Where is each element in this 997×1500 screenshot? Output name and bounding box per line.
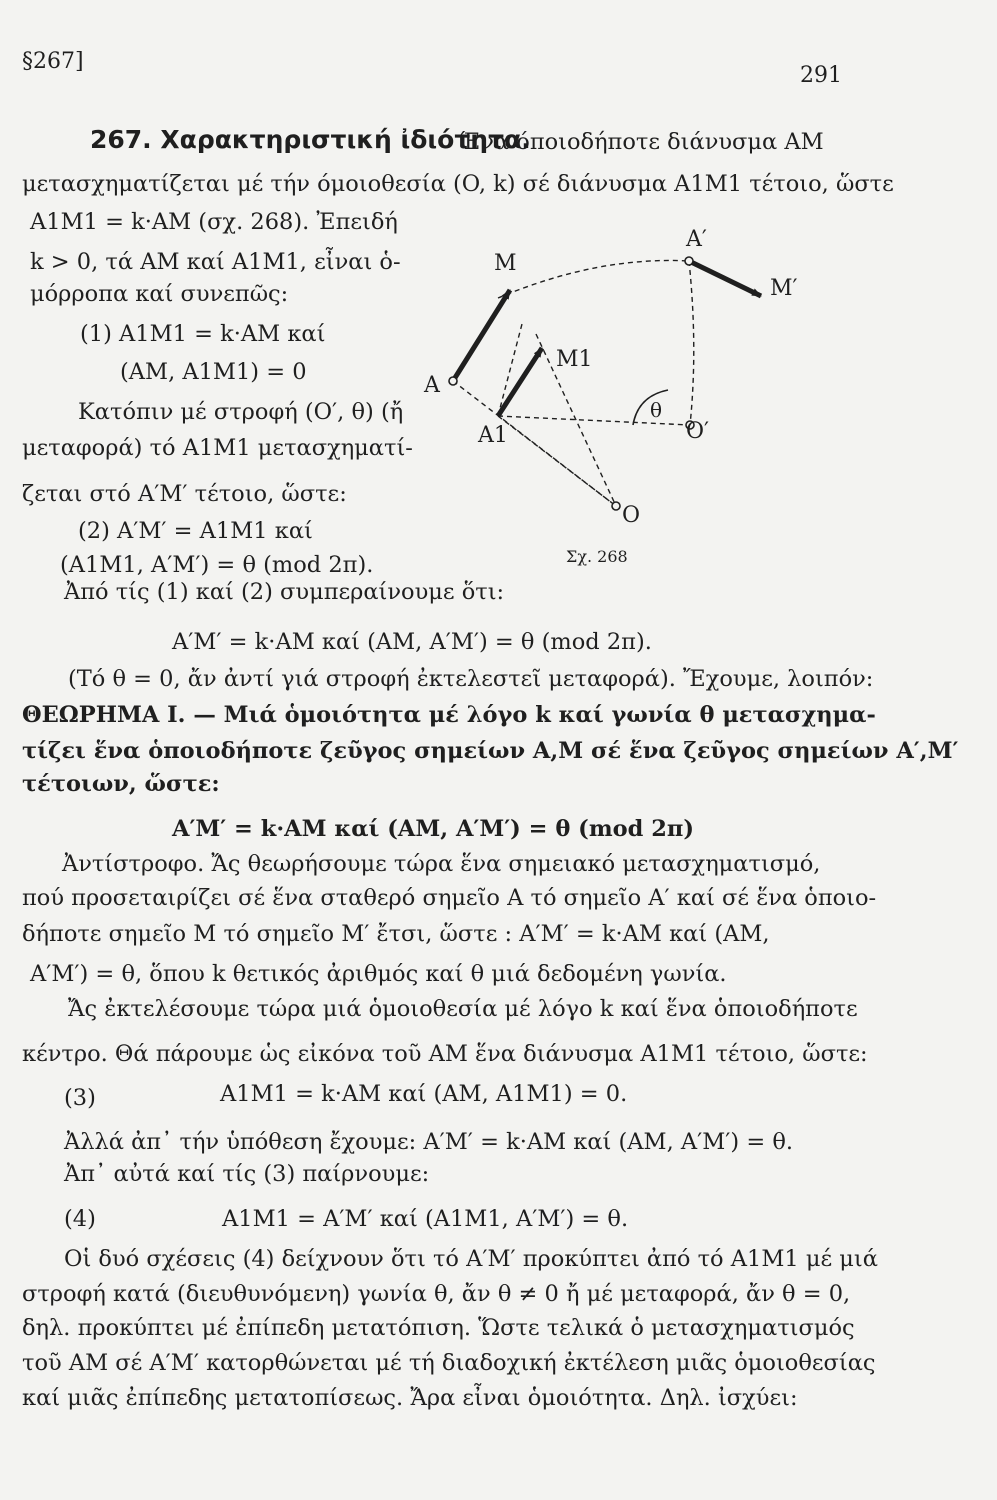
label-o: O — [622, 503, 641, 528]
label-a1: A1 — [478, 423, 508, 448]
text-line: δήποτε σημεῖο M τό σημεῖο M′ ἔτσι, ὥστε : A′M′ = k·AM καί (AM, — [22, 921, 770, 947]
text-line: κέντρο. Θά πάρουμε ὡς εἰκόνα τοῦ AM ἕνα διάνυσμα A1M1 τέτοιο, ὥστε: — [22, 1041, 868, 1067]
page-number: 291 — [800, 63, 842, 88]
text-line: Ένα όποιοδήποτε διάνυσμα AM — [460, 129, 824, 155]
label-o-prime: O′ — [686, 419, 710, 444]
point-a — [449, 377, 457, 385]
theorem-formula: A′M′ = k·AM καί (AM, A′M′) = θ (mod 2π) — [172, 816, 694, 842]
text-line: k > 0, τά AM καί A1M1, εἶναι ὁ- — [30, 249, 401, 275]
label-theta: θ — [650, 398, 663, 422]
theorem-text: τίζει ἕνα ὁποιοδήποτε ζεῦγος σημείων A,M σέ ἕνα ζεῦγος σημείων A′,M′ — [22, 738, 959, 764]
theorem-heading: ΘΕΩΡΗΜΑ I. — Μιά ὁμοιότητα μέ λόγο k καί γωνία θ μετασχημα- — [22, 702, 876, 728]
text-line: Ἀλλά ἀπ᾽ τήν ὑπόθεση ἔχουμε: A′M′ = k·AM καί (AM, A′M′) = θ. — [64, 1129, 794, 1155]
text-line: δηλ. προκύπτει μέ ἐπίπεδη μετατόπιση. Ὥστε τελικά ὁ μετασχηματισμός — [22, 1315, 855, 1341]
text-line: πού προσεταιρίζει σέ ἕνα σταθερό σημεῖο A τό σημεῖο A′ καί σέ ἕνα ὁποιο- — [22, 885, 877, 911]
text-line: (1) A1M1 = k·AM καί — [80, 321, 326, 347]
formula-line: A1M1 = k·AM καί (AM, A1M1) = 0. — [220, 1081, 628, 1107]
text-line: A1M1 = k·AM (σχ. 268). Ἐπειδή — [30, 209, 398, 235]
label-m1: M1 — [556, 347, 593, 372]
text-line: καί μιᾶς ἐπίπεδης μετατοπίσεως. Ἄρα εἶναι ὁμοιότητα. Δηλ. ἰσχύει: — [22, 1385, 798, 1411]
text-line: Ἀντίστροφο. Ἄς θεωρήσουμε τώρα ἕνα σημειακό μετασχηματισμό, — [62, 851, 821, 877]
dashed-line — [498, 324, 522, 416]
text-line: Ἄς ἐκτελέσουμε τώρα μιά ὁμοιοθεσία μέ λόγο k καί ἕνα ὁποιοδήποτε — [68, 996, 858, 1022]
point-o — [612, 502, 620, 510]
text-line: (A1M1, A′M′) = θ (mod 2π). — [60, 552, 374, 578]
formula-line: A1M1 = A′M′ καί (A1M1, A′M′) = θ. — [222, 1206, 629, 1232]
arc-dashed — [689, 261, 694, 425]
text-line: (AM, A1M1) = 0 — [120, 359, 307, 385]
equation-number: (4) — [64, 1206, 96, 1232]
text-line: μετασχηματίζεται μέ τήν όμοιοθεσία (O, k) σέ διάνυσμα A1M1 τέτοιο, ὥστε — [22, 171, 894, 197]
text-line: A′M′) = θ, ὅπου k θετικός ἀριθμός καί θ μιά δεδομένη γωνία. — [30, 961, 727, 987]
label-a-prime: A′ — [686, 227, 707, 252]
text-line: ζεται στό A′M′ τέτοιο, ὥστε: — [22, 481, 347, 507]
text-line: Κατόπιν μέ στροφή (O′, θ) (ἤ — [78, 399, 404, 425]
text-line: Ἀπ᾽ αὐτά καί τίς (3) παίρνουμε: — [64, 1161, 430, 1187]
label-m: M — [494, 251, 517, 276]
label-a: A — [424, 373, 440, 398]
text-line: μόρροπα καί συνεπῶς: — [30, 281, 289, 307]
section-title: 267. Χαρακτηριστική ἰδιότητα. — [90, 125, 531, 154]
text-line: (Τό θ = 0, ἄν ἀντί γιά στροφή ἐκτελεστεῖ μεταφορά). Ἔχουμε, λοιπόν: — [68, 666, 874, 692]
text-line: στροφή κατά (διευθυνόμενη) γωνία θ, ἄν θ ≠ 0 ἤ μέ μεταφορά, ἄν θ = 0, — [22, 1281, 851, 1307]
arc-dashed — [498, 260, 689, 298]
equation-number: (3) — [64, 1085, 96, 1111]
text-line: Οἱ δυό σχέσεις (4) δείχνουν ὅτι τό A′M′ προκύπτει ἀπό τό A1M1 μέ μιά — [64, 1246, 878, 1272]
text-line: μεταφορά) τό A1M1 μετασχηματί- — [22, 435, 413, 461]
point-a-prime — [685, 257, 693, 265]
formula-line: A′M′ = k·AM καί (AM, A′M′) = θ (mod 2π). — [172, 629, 652, 655]
dashed-line — [498, 416, 616, 506]
theorem-text: τέτοιων, ὥστε: — [22, 771, 220, 797]
vector-am — [453, 290, 510, 381]
vector-a-prime-m-prime — [689, 261, 761, 296]
text-line: τοῦ AM σέ A′M′ κατορθώνεται μέ τή διαδοχική ἐκτέλεση μιᾶς ὁμοιοθεσίας — [22, 1350, 876, 1376]
figure-caption: Σχ. 268 — [566, 547, 628, 566]
section-marker: §267] — [22, 49, 84, 74]
vector-a1m1 — [498, 348, 542, 416]
text-line: (2) A′M′ = A1M1 καί — [78, 518, 313, 544]
text-line: Ἀπό τίς (1) καί (2) συμπεραίνουμε ὅτι: — [64, 579, 505, 605]
label-m-prime: M′ — [770, 276, 798, 301]
